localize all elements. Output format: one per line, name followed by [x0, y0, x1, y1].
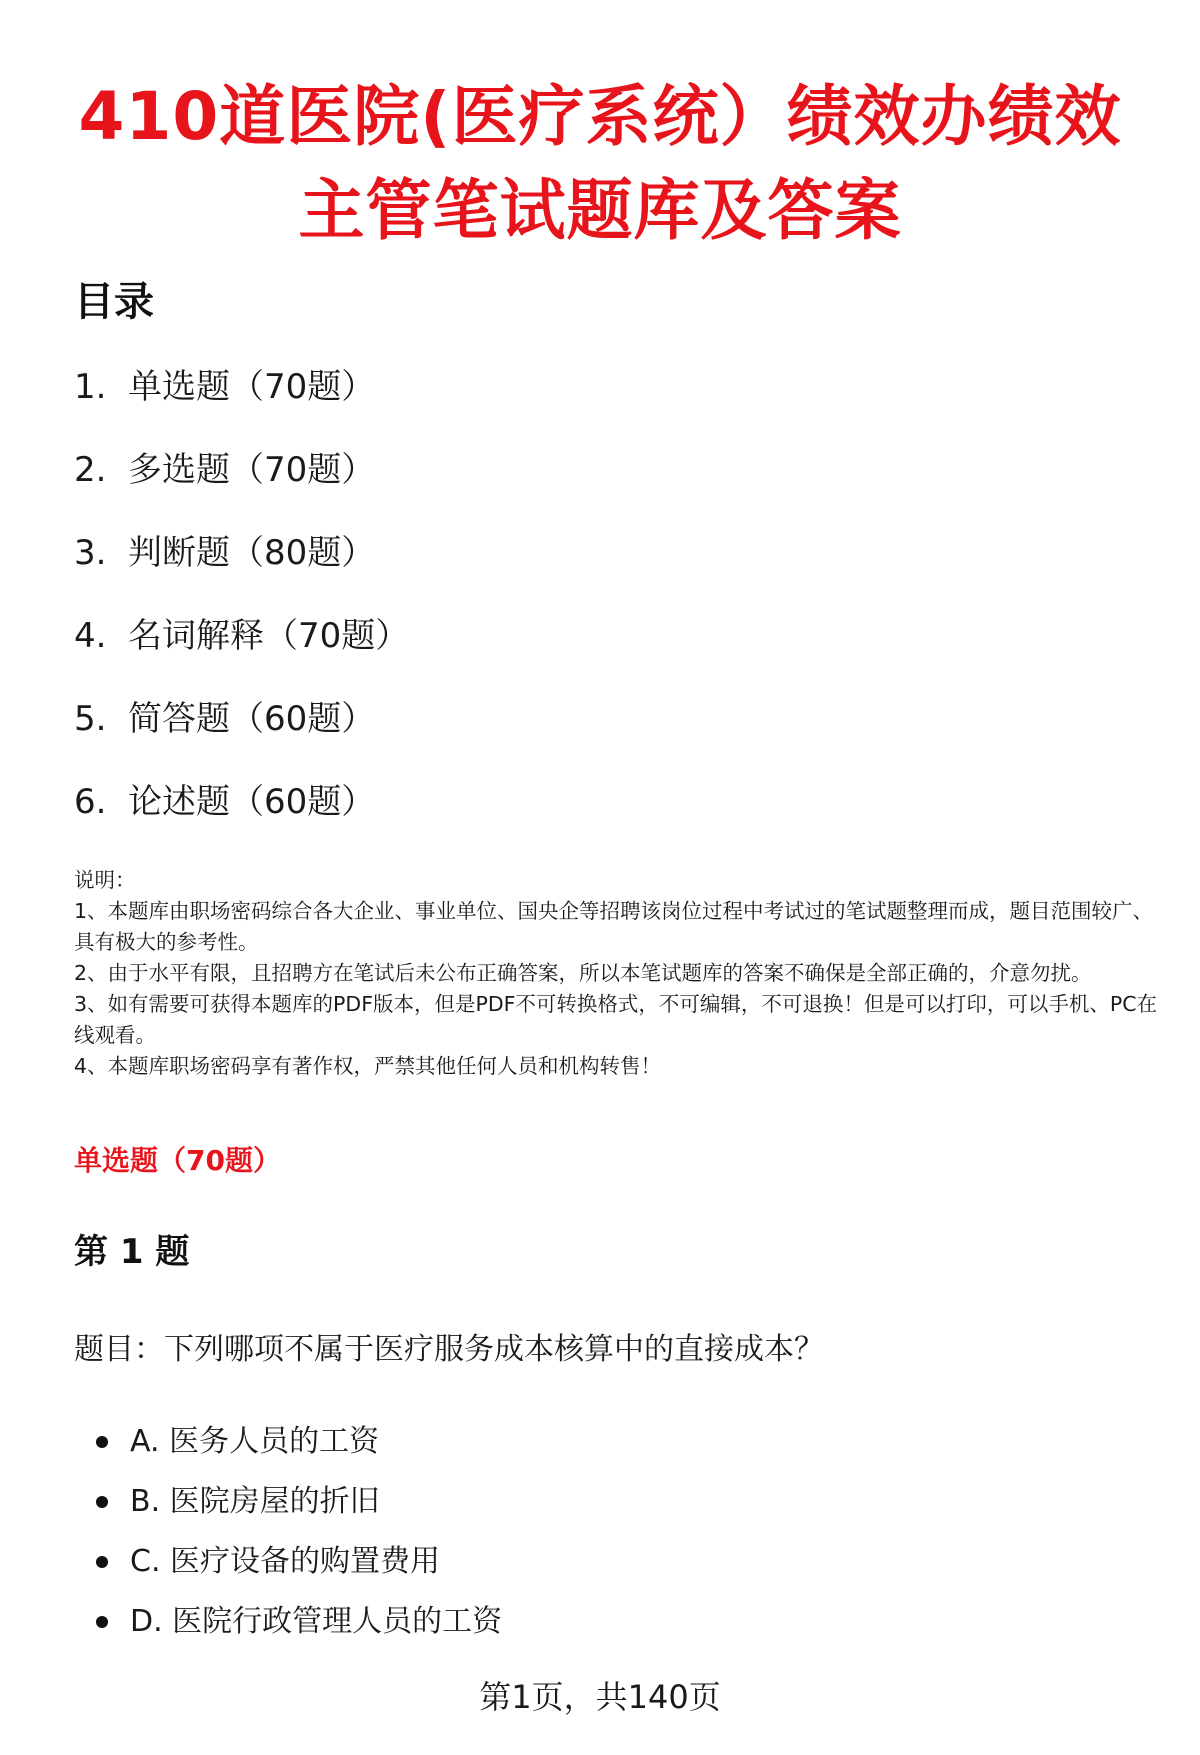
toc-item-label: 简答题（60题） — [128, 699, 376, 739]
toc-item-essay — [74, 777, 409, 860]
toc-item-number: 6. — [74, 782, 107, 822]
note-item: 1、本题库由职场密码综合各大企业、事业单位、国央企等招聘该岗位过程中考试过的笔试题整理而成，题目范围较广、具有极大的参考性。 — [74, 899, 1154, 954]
table-of-contents — [74, 362, 409, 860]
toc-item-label: 多选题（70题） — [128, 450, 376, 490]
toc-item-single-choice — [74, 362, 409, 445]
answer-options — [96, 1420, 502, 1660]
option-label: D. 医院行政管理人员的工资 — [130, 1604, 503, 1639]
toc-item-label: 判断题（80题） — [128, 533, 376, 573]
bullet-icon — [96, 1556, 108, 1568]
toc-item-label: 单选题（70题） — [128, 367, 376, 407]
toc-item-number: 3. — [74, 533, 107, 573]
toc-item-multiple-choice — [74, 445, 409, 528]
section-heading: 单选题（70题） — [74, 1144, 281, 1177]
option-a — [96, 1420, 502, 1480]
notes-heading: 说明： — [74, 868, 136, 892]
option-d — [96, 1600, 502, 1660]
bullet-icon — [96, 1496, 108, 1508]
option-c — [96, 1540, 502, 1600]
toc-item-label: 名词解释（70题） — [128, 616, 410, 656]
option-label: A. 医务人员的工资 — [130, 1424, 380, 1459]
bullet-icon — [96, 1436, 108, 1448]
toc-item-number: 1. — [74, 367, 107, 407]
option-label: B. 医院房屋的折旧 — [130, 1484, 380, 1519]
toc-item-number: 5. — [74, 699, 107, 739]
notes-section — [74, 865, 1164, 1082]
toc-item-short-answer — [74, 694, 409, 777]
question-number: 第 1 题 — [74, 1232, 190, 1272]
note-item: 3、如有需要可获得本题库的PDF版本，但是PDF不可转换格式，不可编辑，不可退换！但是可以打印，可以手机、PC在线观看。 — [74, 992, 1158, 1047]
page-footer: 第1页，共140页 — [479, 1678, 721, 1716]
toc-item-label: 论述题（60题） — [128, 782, 376, 822]
toc-item-number: 4. — [74, 616, 107, 656]
question-text: 题目：下列哪项不属于医疗服务成本核算中的直接成本？ — [74, 1332, 824, 1367]
document-title-line1: 410道医院(医疗系统）绩效办绩效 — [78, 78, 1122, 155]
note-item: 2、由于水平有限，且招聘方在笔试后未公布正确答案，所以本笔试题库的答案不确保是全部正确的，介意勿扰。 — [74, 961, 1092, 985]
toc-item-true-false — [74, 528, 409, 611]
document-title-line2: 主管笔试题库及答案 — [298, 172, 902, 249]
toc-item-number: 2. — [74, 450, 107, 490]
document-title — [60, 70, 1140, 258]
option-b — [96, 1480, 502, 1540]
toc-heading: 目录 — [74, 279, 154, 325]
toc-item-term-definitions — [74, 611, 409, 694]
note-item: 4、本题库职场密码享有著作权，严禁其他任何人员和机构转售！ — [74, 1054, 662, 1078]
option-label: C. 医疗设备的购置费用 — [130, 1544, 441, 1579]
bullet-icon — [96, 1616, 108, 1628]
